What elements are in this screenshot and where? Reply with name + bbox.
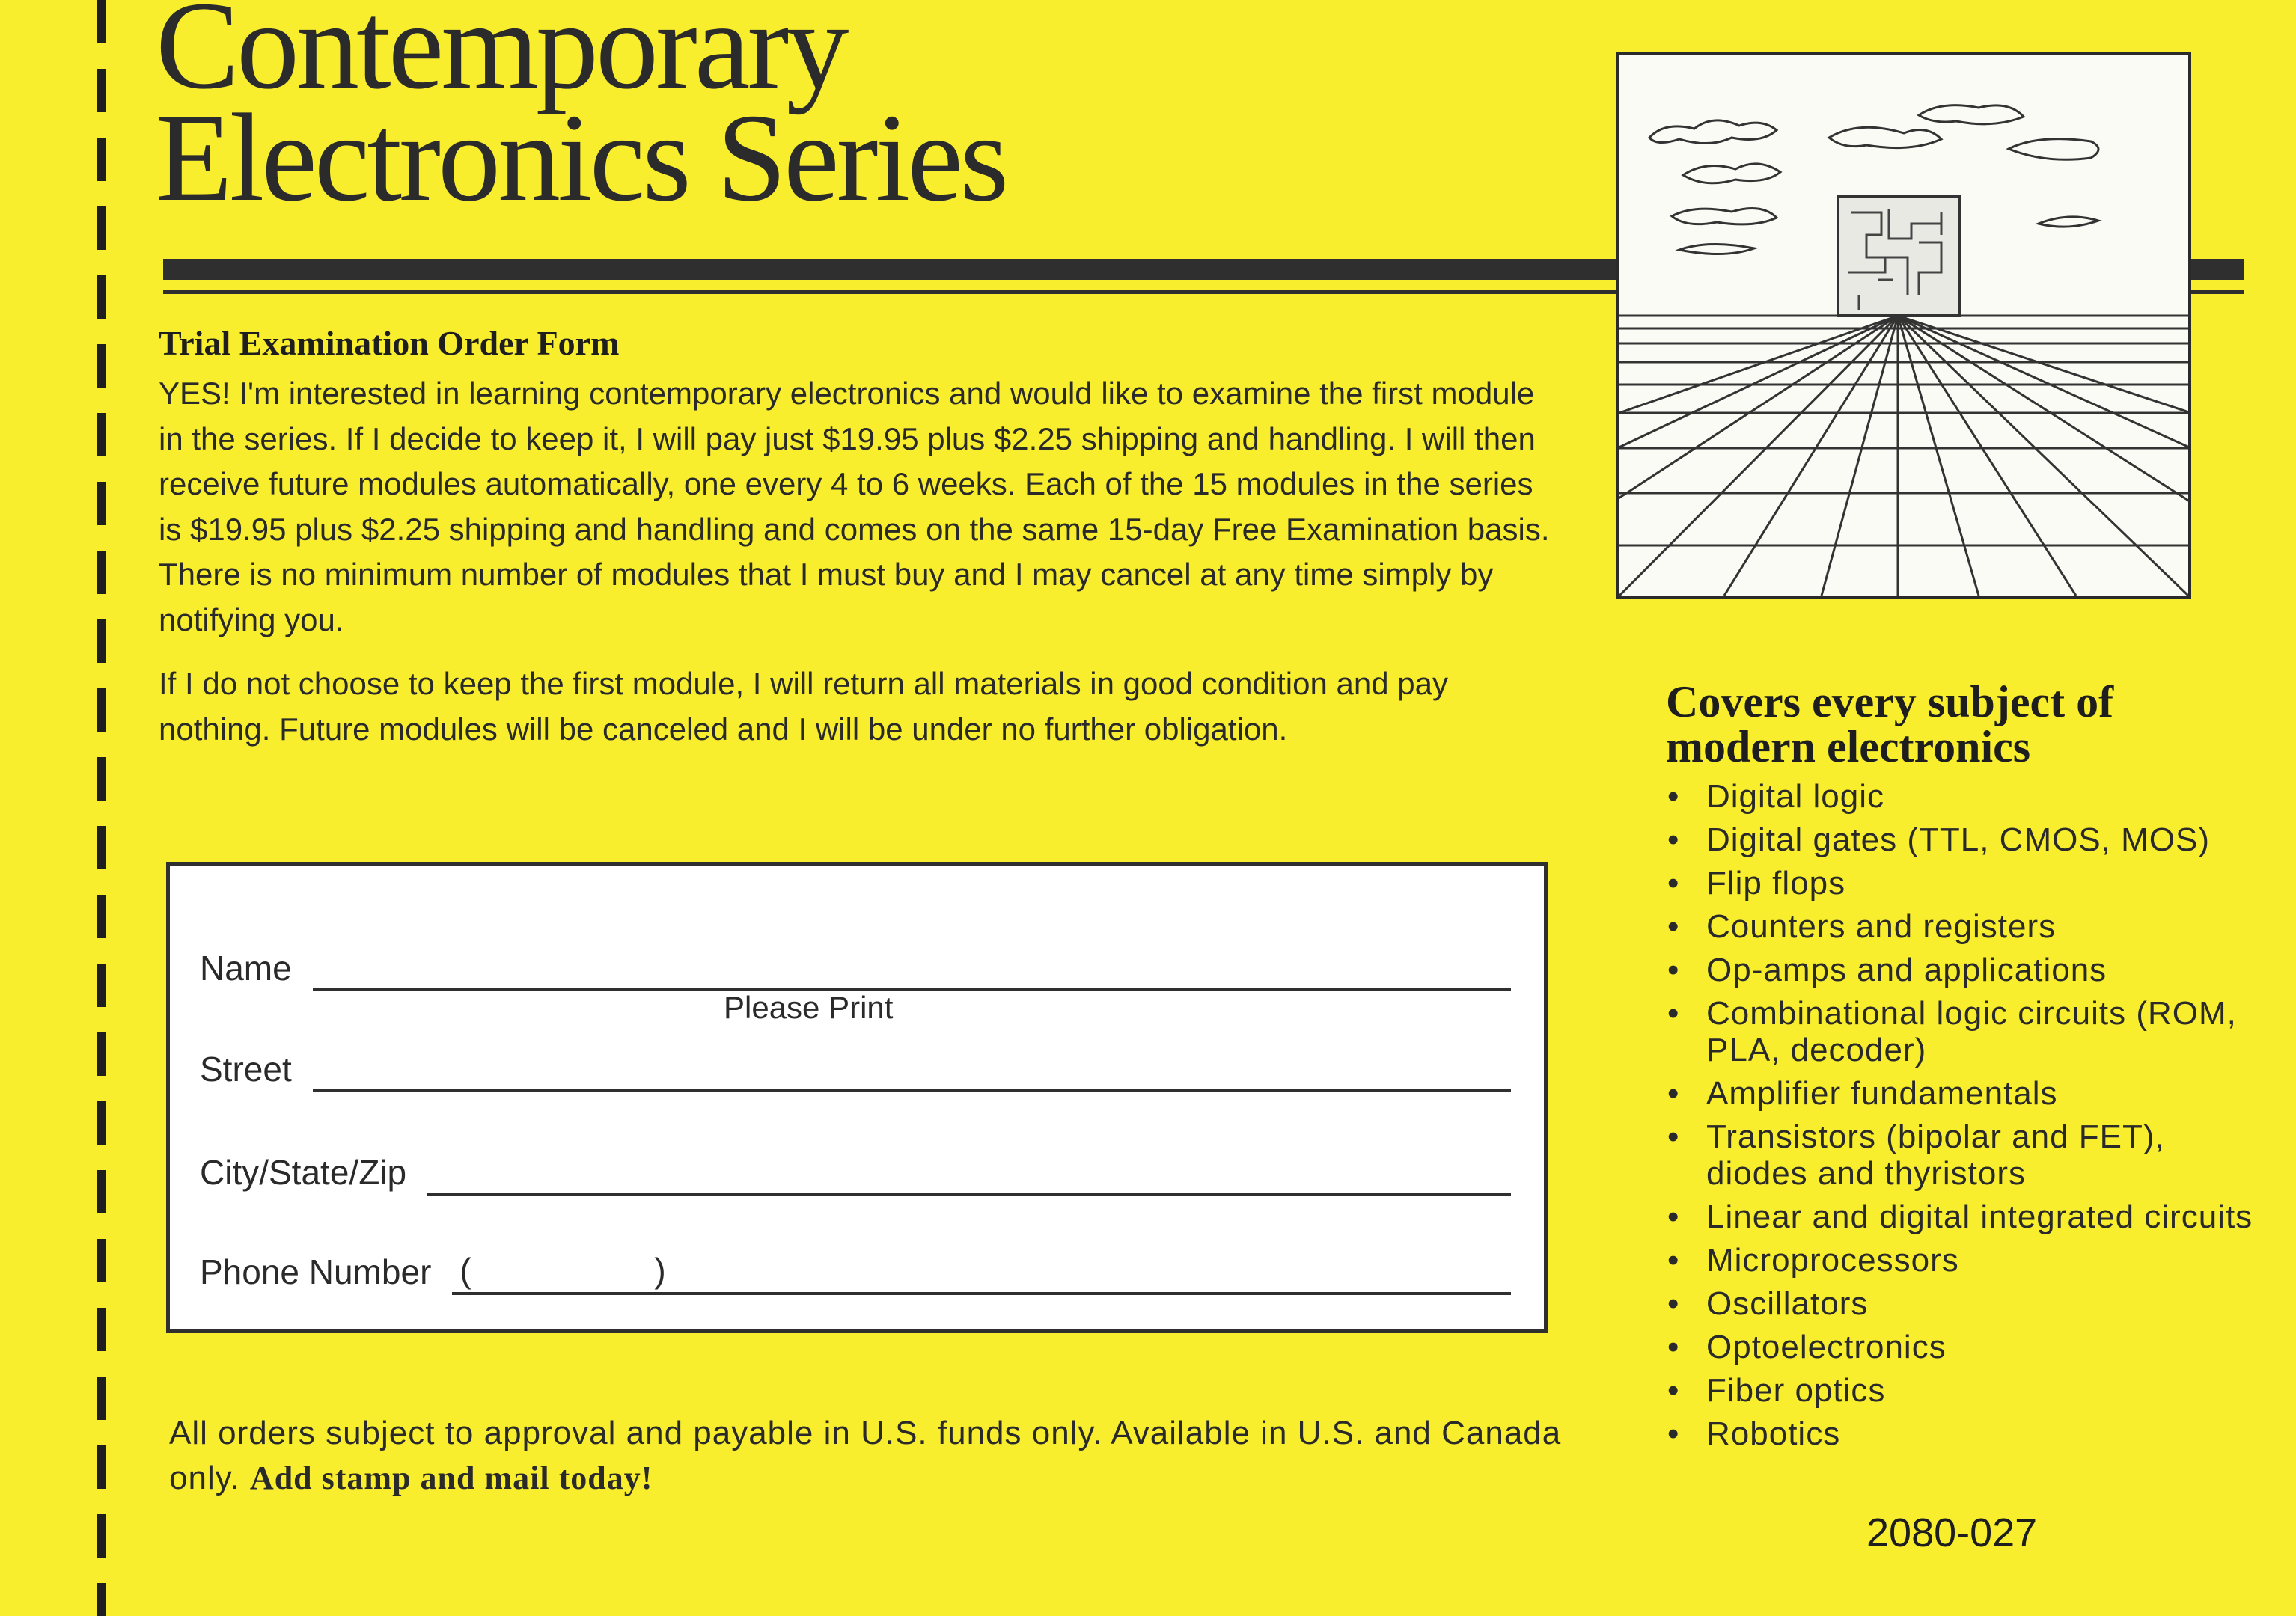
- city-state-zip-label: City/State/Zip: [200, 1153, 407, 1192]
- order-footer: [169, 1411, 1591, 1501]
- topics-list: [1667, 778, 2266, 1459]
- grid-horizon-svg: [1619, 55, 2188, 596]
- list-item: • Op-amps and applications: [1667, 952, 2266, 988]
- order-footer-text: All orders subject to approval and payable in U.S. funds only. Available in U.S. and Canada only.: [169, 1415, 1562, 1496]
- please-print-hint: Please Print: [724, 990, 894, 1025]
- topics-heading: Covers every subject of modern electronics: [1666, 677, 2114, 771]
- list-item: • Digital logic: [1667, 778, 2266, 815]
- list-item: • Microprocessors: [1667, 1242, 2266, 1279]
- series-title: [156, 0, 1007, 227]
- mail-today-cta: Add stamp and mail today!: [249, 1460, 653, 1496]
- list-item: • Counters and registers: [1667, 908, 2266, 945]
- order-form-title: Trial Examination Order Form: [159, 324, 620, 362]
- header-rule-thin: [163, 290, 1621, 294]
- street-field[interactable]: [200, 1049, 1511, 1092]
- list-item: • Linear and digital integrated circuits: [1667, 1199, 2266, 1235]
- order-terms-paragraph: YES! I'm interested in learning contemporary electronics and would like to examine the first module in the series. If I decide to keep it, I will pay just $19.95 plus $2.25 shipping and handling. I will then receive future modules automatically, one every 4 to 6 weeks. Each of the 15 modules in the series is $19.95 plus $2.25 shipping and handling and comes on the same 15-day Free Examination basis. There is no minimum number of modules that I must buy and I may cancel at any time simply by notifying you.: [159, 376, 1550, 637]
- list-item: • Oscillators: [1667, 1285, 2266, 1322]
- header-rule-right-thin: [2191, 290, 2244, 294]
- phone-number-label: Phone Number: [200, 1252, 432, 1291]
- catalog-code: 2080-027: [1866, 1511, 2038, 1555]
- header-rule-right: [2191, 259, 2244, 280]
- city-state-zip-line[interactable]: [427, 1163, 1511, 1196]
- list-item: • Transistors (bipolar and FET), diodes and thyristors: [1667, 1118, 2266, 1192]
- area-code-open-paren: (: [459, 1251, 471, 1290]
- street-label: Street: [200, 1050, 292, 1089]
- street-line[interactable]: [313, 1059, 1511, 1092]
- order-form-box: [166, 862, 1548, 1333]
- phone-number-field[interactable]: [200, 1252, 1511, 1295]
- list-item: • Digital gates (TTL, CMOS, MOS): [1667, 821, 2266, 858]
- list-item: • Amplifier fundamentals: [1667, 1075, 2266, 1112]
- name-line[interactable]: [313, 958, 1511, 991]
- name-field[interactable]: [200, 948, 1511, 991]
- list-item: • Robotics: [1667, 1415, 2266, 1452]
- list-item: • Fiber optics: [1667, 1372, 2266, 1409]
- list-item: • Optoelectronics: [1667, 1329, 2266, 1365]
- perforation-line: [97, 0, 106, 1616]
- list-item: • Flip flops: [1667, 865, 2266, 902]
- list-item: • Combinational logic circuits (ROM, PLA, decoder): [1667, 995, 2266, 1068]
- city-state-zip-field[interactable]: [200, 1152, 1511, 1196]
- area-code-close-paren: ): [654, 1251, 666, 1290]
- series-title-line2: Electronics Series: [156, 88, 1007, 227]
- header-rule-thick: [163, 259, 1621, 280]
- name-label: Name: [200, 949, 292, 988]
- phone-number-line[interactable]: [452, 1251, 1511, 1295]
- circuit-chip-illustration: [1616, 52, 2191, 599]
- return-terms-paragraph: If I do not choose to keep the first module, I will return all materials in good condition and pay nothing. Future modules will be canceled and I will be under no further obligation.: [159, 666, 1448, 747]
- series-title-line1: Contemporary: [156, 0, 846, 115]
